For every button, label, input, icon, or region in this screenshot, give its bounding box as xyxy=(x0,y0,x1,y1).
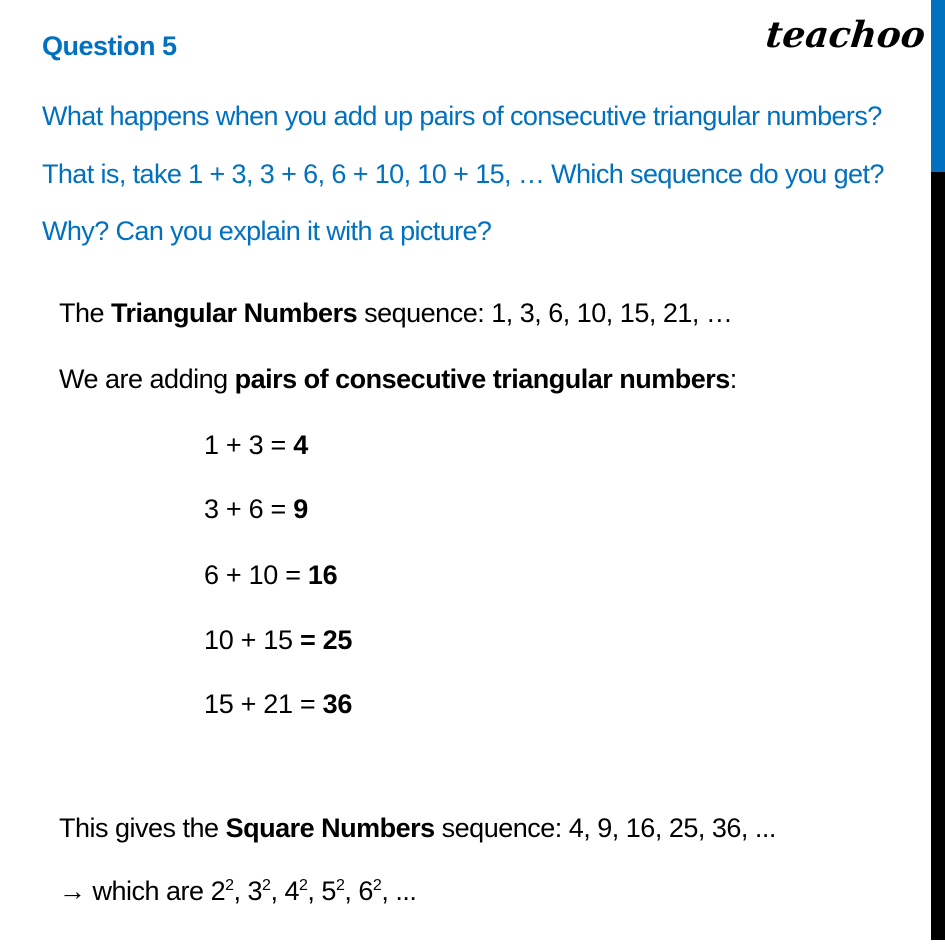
equation-lhs: 1 + 3 = xyxy=(204,430,294,460)
power-term: $3^2$, xyxy=(247,876,285,906)
equation-row xyxy=(204,689,352,720)
equation-lhs: 6 + 10 = xyxy=(204,560,308,590)
equation-result: = 25 xyxy=(299,625,353,655)
equation-row xyxy=(204,494,308,525)
power-term: $6^2$, ... xyxy=(358,876,417,906)
equation-result: 16 xyxy=(307,560,338,590)
text-suffix: sequence: 4, 9, 16, 25, 36, ... xyxy=(434,813,776,843)
equation-row xyxy=(204,625,352,656)
power-term: $5^2$, xyxy=(321,876,359,906)
equation-result: 4 xyxy=(293,430,308,460)
power-term: $4^2$, xyxy=(284,876,322,906)
equation-result: 9 xyxy=(293,494,308,524)
question-title: Question 5 xyxy=(42,31,177,61)
equation-row xyxy=(204,430,308,461)
equation-result: 36 xyxy=(322,689,353,719)
equation-row xyxy=(204,560,337,591)
side-accent-bar-black xyxy=(931,172,945,940)
powers-line xyxy=(59,876,416,907)
text-prefix: which are xyxy=(85,876,211,906)
text-suffix: sequence: 1, 3, 6, 10, 15, 21, … xyxy=(357,298,733,328)
adding-pairs-line xyxy=(59,364,737,395)
text-suffix: : xyxy=(729,364,737,394)
equation-lhs: 15 + 21 = xyxy=(204,689,323,719)
text-prefix: This gives the xyxy=(59,813,226,843)
square-numbers-line xyxy=(59,813,776,844)
side-accent-bar-blue xyxy=(931,0,945,172)
text-prefix: The xyxy=(59,298,112,328)
bold-term: pairs of consecutive triangular numbers xyxy=(234,364,730,394)
question-text: What happens when you add up pairs of consecutive triangular numbers? That is, take 1 + 3, 3 + 6, 6 + 10, 10 + 15, … Which sequence do you get? Why? Can you explain it with a picture? xyxy=(42,101,884,246)
power-term: $2^2$, xyxy=(210,876,248,906)
equation-lhs: 10 + 15 xyxy=(204,625,300,655)
text-prefix: We are adding xyxy=(59,364,235,394)
bold-term: Square Numbers xyxy=(225,813,435,843)
bold-term: Triangular Numbers xyxy=(111,298,358,328)
arrow-right-icon: → xyxy=(59,876,86,906)
teachoo-logo: teachoo xyxy=(763,14,928,56)
equation-lhs: 3 + 6 = xyxy=(204,494,294,524)
triangular-numbers-line xyxy=(59,298,732,329)
